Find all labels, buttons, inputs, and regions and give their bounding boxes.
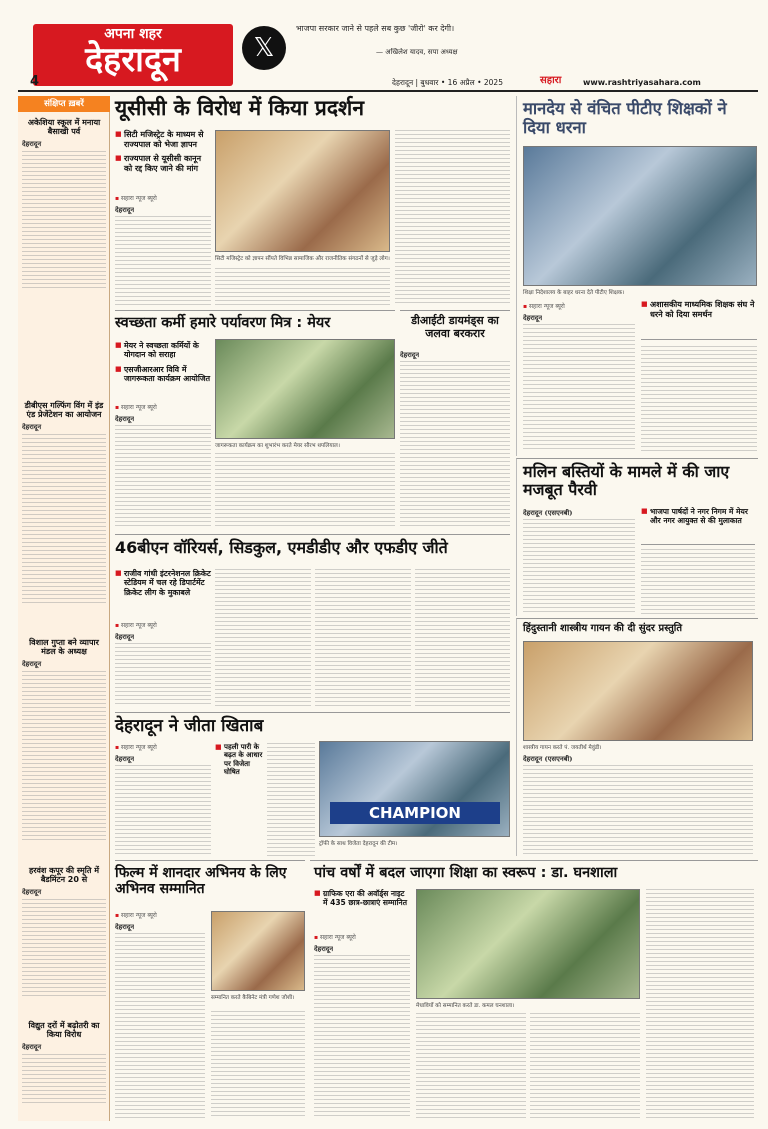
- brief-place: देहरादून: [22, 888, 42, 897]
- lead-byline: ▪ सहारा न्यूज ब्यूरो: [115, 195, 157, 202]
- film-headline: फिल्म में शानदार अभिनय के लिए अभिनव सम्मानित: [115, 865, 287, 898]
- byline-text: सहारा न्यूज ब्यूरो: [121, 744, 157, 751]
- cricket-body-lines: [415, 569, 510, 707]
- champion-bullet: ■ पहली पारी के बढ़त के आधार पर विजेता घोषित: [215, 743, 263, 777]
- film-photo: [211, 911, 305, 991]
- music-place: देहरादून (एसएनबी): [523, 755, 573, 763]
- cricket-body-lines: [115, 643, 211, 707]
- slum-sidebar: ■ भाजपा पार्षदों ने नगर निगम में मेयर और नगर आयुक्त से की मुलाकात: [641, 507, 755, 525]
- film-place: देहरादून: [115, 923, 135, 931]
- slum-story: [516, 458, 758, 616]
- pta-story: [516, 96, 758, 456]
- x-logo-icon: 𝕏: [242, 26, 286, 70]
- lead-body-lines: [215, 268, 390, 306]
- lead-story: [115, 96, 510, 308]
- pta-byline: ▪ सहारा न्यूज ब्यूरो: [523, 303, 565, 310]
- champion-banner: CHAMPION: [330, 802, 500, 824]
- music-body-lines: [523, 765, 753, 855]
- byline-text: सहारा न्यूज ब्यूरो: [529, 303, 565, 310]
- champion-story: [115, 712, 510, 858]
- music-caption: शास्त्रीय गायन करते पं. जयतीर्थ मेवुंडी।: [523, 745, 602, 751]
- education-body-lines: [314, 955, 410, 1119]
- brief-place: देहरादून: [22, 140, 42, 149]
- masthead-city: देहरादून: [85, 40, 181, 80]
- brief-title: डीबीएस गल्फिंग विंग में इंड एंड प्रेजेंटेशन का आयोजन: [24, 401, 104, 420]
- education-body-lines: [530, 1013, 640, 1119]
- film-caption: सम्मानित करते कैबिनेट मंत्री गणेश जोशी।: [211, 995, 295, 1001]
- byline-text: सहारा न्यूज ब्यूरो: [121, 622, 157, 629]
- pta-photo: [523, 146, 757, 286]
- website: www.rashtriyasahara.com: [583, 78, 701, 87]
- dit-body-lines: [400, 361, 510, 529]
- pta-body-lines: [523, 324, 635, 452]
- byline-text: सहारा न्यूज ब्यूरो: [121, 912, 157, 919]
- lead-body-lines: [115, 216, 211, 306]
- slum-sidebar-box: [641, 507, 755, 545]
- education-story: [310, 860, 758, 1120]
- masthead-quote: भाजपा सरकार जाने से पहले सब कुछ 'जीरो' कर देगी।: [296, 24, 455, 33]
- brief-title: अकेशिया स्कूल में मनाया बैसाखी पर्व: [27, 118, 101, 137]
- masthead-rule: [18, 90, 758, 92]
- education-bullet-box: [314, 889, 410, 907]
- education-photo: [416, 889, 640, 999]
- cleanliness-bullet: ■ मेयर ने स्वच्छता कर्मियों के योगदान को सराहा: [115, 341, 211, 360]
- cricket-story: [115, 534, 510, 709]
- masthead-tag: अपना शहर: [104, 26, 162, 42]
- masthead-quote-by: — अखिलेश यादव, सपा अध्यक्ष: [376, 48, 458, 56]
- cleanliness-bullet: ■ एसजीआरआर विवि में जागरूकता कार्यक्रम आयोजित: [115, 365, 211, 384]
- cleanliness-story: [115, 310, 395, 530]
- pta-sidebar-box: [641, 300, 757, 340]
- page-number: 4: [30, 74, 40, 89]
- champion-bullet-box: [215, 743, 263, 777]
- music-headline: हिंदुस्तानी शास्त्रीय गायन की दी सुंदर प्रस्तुति: [523, 623, 683, 634]
- cricket-bullet: ■ राजीव गांधी इंटरनेशनल क्रिकेट स्टेडियम में चल रहे डिपार्टमेंट क्रिकेट लीग के मुकाबले: [115, 569, 211, 597]
- cricket-body-lines: [215, 569, 311, 707]
- brief-item: [22, 638, 106, 858]
- cleanliness-place: देहरादून: [115, 415, 135, 423]
- byline-text: सहारा न्यूज ब्यूरो: [121, 195, 157, 202]
- brief-title: विशाल गुप्ता बने व्यापार मंडल के अध्यक्ष: [29, 638, 99, 657]
- byline-text: सहारा न्यूज ब्यूरो: [121, 404, 157, 411]
- champion-body-lines: [115, 765, 211, 857]
- brief-title: हरवंश कपूर की स्मृति में बैडमिंटन 20 से: [28, 866, 100, 885]
- lead-caption: सिटी मजिस्ट्रेट को ज्ञापन सौंपते विभिन्न सामाजिक और राजनीतिक संगठनों से जुड़े लोग।: [215, 256, 390, 262]
- champion-photo: [319, 741, 510, 837]
- brief-item: [22, 1021, 106, 1117]
- education-caption: मेधावियों को सम्मानित करते डा. कमल घनशाला।: [416, 1003, 515, 1009]
- cricket-bullet-box: [115, 569, 211, 597]
- education-place: देहरादून: [314, 945, 334, 953]
- lead-place: देहरादून: [115, 206, 135, 214]
- cricket-headline: 46बीएन वॉरियर्स, सिडकुल, एमडीडीए और एफडीए जीते: [115, 538, 448, 557]
- film-body-lines: [115, 933, 205, 1119]
- brief-item: [22, 118, 106, 308]
- byline-text: सहारा न्यूज ब्यूरो: [320, 934, 356, 941]
- lead-body-lines: [395, 130, 510, 306]
- film-story: [115, 860, 305, 1120]
- slum-headline: मलिन बस्तियों के मामले में की जाए मजबूत पैरवी: [523, 462, 730, 500]
- film-body-lines: [211, 1011, 305, 1119]
- cricket-byline: ▪ सहारा न्यूज ब्यूरो: [115, 622, 157, 629]
- brief-column: [18, 96, 110, 1121]
- champion-headline: देहरादून ने जीता खिताब: [115, 716, 264, 736]
- brief-place: देहरादून: [22, 660, 42, 669]
- dateline: देहरादून | बुधवार • 16 अप्रैल • 2025: [392, 78, 503, 87]
- lead-photo: [215, 130, 390, 252]
- masthead: [0, 0, 768, 92]
- brief-title: विद्युत दरों में बढ़ोतरी का किया विरोध: [28, 1021, 100, 1040]
- cleanliness-body-lines: [115, 425, 211, 529]
- champion-place: देहरादून: [115, 755, 135, 763]
- cleanliness-byline: ▪ सहारा न्यूज ब्यूरो: [115, 404, 157, 411]
- education-bullet: ■ ग्राफिक एरा की अवॉर्ड्स नाइट में 435 छात्र-छात्राएं सम्मानित: [314, 889, 410, 907]
- champion-body-lines: [267, 743, 315, 857]
- slum-body-lines: [523, 519, 635, 615]
- pta-sidebar: ■ अशासकीय माध्यमिक शिक्षक संघ ने धरने को दिया समर्थन: [641, 300, 757, 319]
- slum-body-lines: [641, 549, 755, 615]
- brief-header: संक्षिप्त ख़बरें: [18, 96, 110, 112]
- cricket-body-lines: [315, 569, 411, 707]
- cleanliness-headline: स्वच्छता कर्मी हमारे पर्यावरण मित्र : मेयर: [115, 315, 331, 331]
- pta-headline: मानदेय से वंचित पीटीए शिक्षकों ने दिया धरना: [523, 99, 727, 137]
- dit-place: देहरादून: [400, 351, 420, 359]
- cleanliness-caption: जागरूकता कार्यक्रम का शुभारंभ करते मेयर सौरभ थपलियाल।: [215, 443, 340, 449]
- brief-place: देहरादून: [22, 1043, 42, 1052]
- champion-caption: ट्रॉफी के साथ विजेता देहरादून की टीम।: [319, 841, 398, 847]
- lead-bullet: ■ राज्यपाल से यूसीसी कानून को रद्द किए जाने की मांग: [115, 154, 211, 173]
- champion-byline: ▪ सहारा न्यूज ब्यूरो: [115, 744, 157, 751]
- education-body-lines: [416, 1013, 526, 1119]
- education-byline: ▪ सहारा न्यूज ब्यूरो: [314, 934, 356, 941]
- film-byline: ▪ सहारा न्यूज ब्यूरो: [115, 912, 157, 919]
- brief-item: [22, 866, 106, 1016]
- education-headline: पांच वर्षों में बदल जाएगा शिक्षा का स्वरूप : डा. घनशाला: [314, 865, 618, 881]
- cleanliness-body-lines: [215, 453, 395, 529]
- lead-bullet: ■ सिटी मजिस्ट्रेट के माध्यम से राज्यपाल को भेजा ज्ञापन: [115, 130, 211, 149]
- lead-headline: यूसीसी के विरोध में किया प्रदर्शन: [115, 96, 364, 120]
- cleanliness-bullets: [115, 341, 211, 383]
- cricket-place: देहरादून: [115, 633, 135, 641]
- paper-name: सहारा: [540, 75, 562, 86]
- brief-place: देहरादून: [22, 423, 42, 432]
- music-story: [516, 618, 758, 856]
- music-photo: [523, 641, 753, 741]
- lead-bullets: [115, 130, 211, 173]
- dit-headline: डीआईटी डायमंड्स का जलवा बरकरार: [411, 314, 499, 340]
- brief-item: [22, 401, 106, 631]
- slum-place: देहरादून (एसएनबी): [523, 509, 573, 517]
- cleanliness-photo: [215, 339, 395, 439]
- masthead-logo-box: [33, 24, 233, 86]
- pta-place: देहरादून: [523, 314, 543, 322]
- pta-body-lines: [641, 346, 757, 452]
- education-body-lines: [646, 889, 754, 1119]
- dit-story: [400, 310, 510, 530]
- pta-caption: शिक्षा निदेशालय के बाहर धरना देते पीटीए शिक्षक।: [523, 290, 625, 296]
